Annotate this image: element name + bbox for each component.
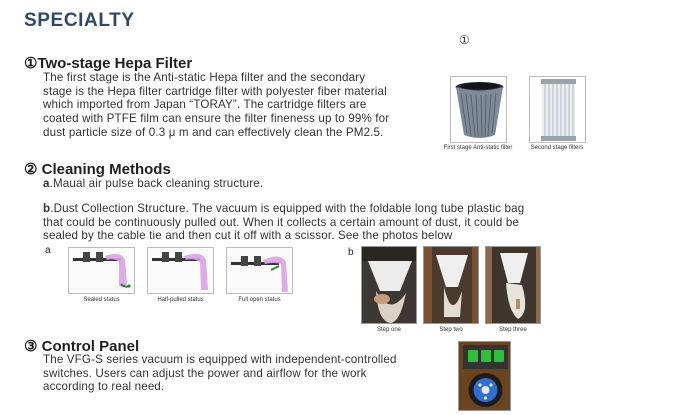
step-one-caption: Step one xyxy=(376,327,402,333)
filter-heading: ①Two-stage Hepa Filter xyxy=(24,55,193,72)
step-three-caption: Step three xyxy=(499,327,527,333)
full-open-status-diagram xyxy=(226,247,293,294)
second-stage-filter-image xyxy=(529,76,586,143)
filter-description xyxy=(43,71,443,140)
half-pulled-status-caption: Half-pulled status xyxy=(157,297,204,303)
page-title: SPECIALTY xyxy=(24,10,135,31)
half-pulled-status-diagram xyxy=(147,247,214,294)
control-panel-photo xyxy=(458,341,511,411)
filter-line: which imported from Japan “TORAY”. The cartridge filters are xyxy=(43,98,367,112)
item-b-letter: b xyxy=(43,202,51,215)
sealed-status-caption: Sealed status xyxy=(83,297,120,303)
step-two-photo xyxy=(423,246,479,324)
cleaning-heading: ② Cleaning Methods xyxy=(24,161,171,178)
step-two-caption: Step two xyxy=(439,327,463,333)
control-line: The VFG-S series vacuum is equipped with independent-controlled xyxy=(43,353,397,366)
filter-line: The first stage is the Anti-static Hepa filter and the secondary xyxy=(43,71,366,84)
step-one-photo xyxy=(361,246,417,324)
filter-line: coated with PTFE film can ensure the filter fineness up to 99% for xyxy=(43,112,390,126)
first-stage-caption: First stage Anti-static filter xyxy=(443,145,513,151)
item-a-letter: a xyxy=(43,177,50,190)
second-stage-caption: Second stage filters xyxy=(530,145,584,151)
control-description xyxy=(43,353,448,394)
first-stage-filter-image xyxy=(450,76,507,143)
item-b-line: that could be continuously pulled out. When it collects a certain amount of dust, it could be xyxy=(43,215,520,229)
filter-line: dust particle size of 0.3 μ m and can effectively clean the PM2.5. xyxy=(43,125,384,139)
filter-figure-marker: ① xyxy=(459,33,470,47)
cleaning-item-a xyxy=(43,177,643,191)
full-open-status-caption: Full open status xyxy=(238,297,281,303)
diagram-b-label: b xyxy=(348,247,354,258)
control-line: switches. Users can adjust the power and airflow for the work xyxy=(43,366,367,380)
diagram-a-label: a xyxy=(45,245,51,256)
control-line: according to real need. xyxy=(43,380,165,394)
step-three-photo xyxy=(485,246,541,324)
cleaning-item-b xyxy=(43,202,668,243)
control-heading: ③ Control Panel xyxy=(24,338,140,355)
item-b-line: sealed by the cable tie and then cut it off with a scissor. See the photos below xyxy=(43,229,453,243)
sealed-status-diagram xyxy=(68,247,135,294)
item-b-line: .Dust Collection Structure. The vacuum is equipped with the foldable long tube plastic bag xyxy=(50,202,525,215)
filter-line: stage is the Hepa filter cartridge filter with polyester fiber material xyxy=(43,84,387,98)
item-a-text: .Maual air pulse back cleaning structure. xyxy=(49,177,264,190)
